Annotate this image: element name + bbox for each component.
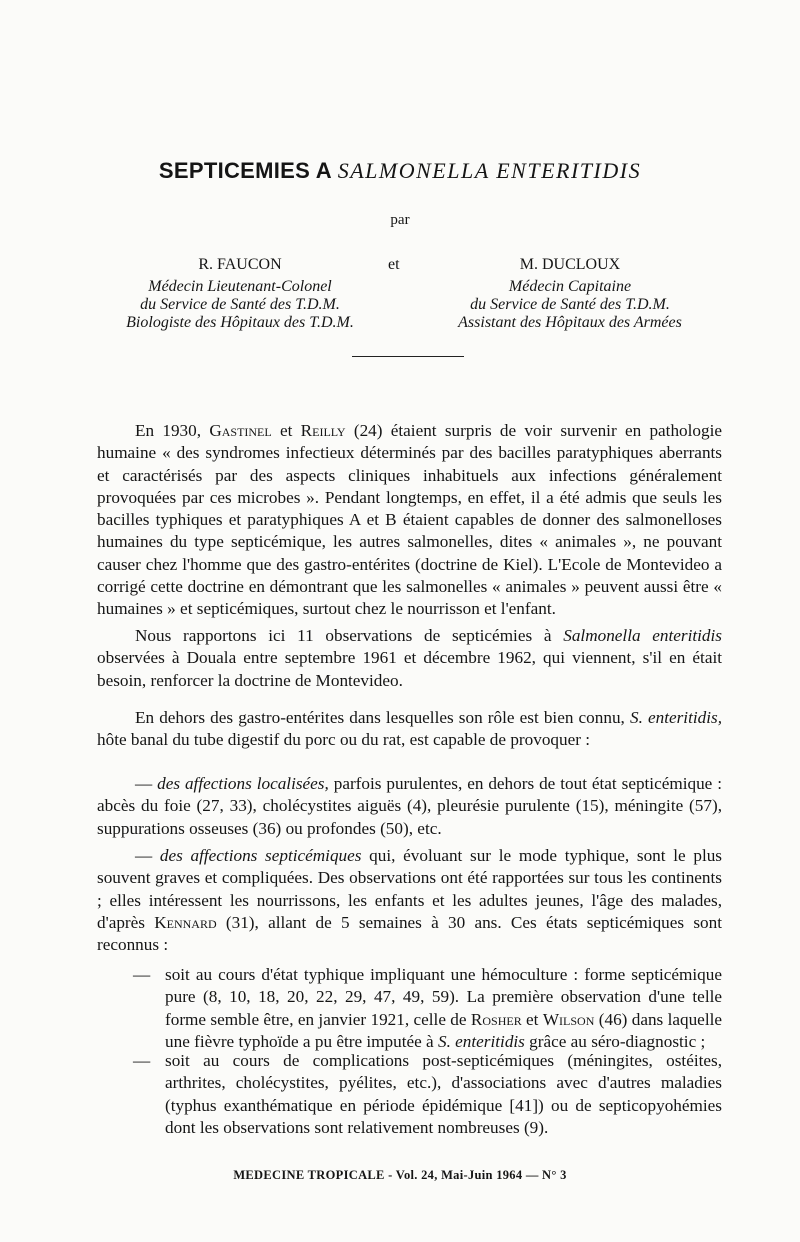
author-block-ducloux	[410, 256, 730, 332]
paragraph-role	[97, 707, 722, 752]
text-run: En dehors des gastro-entérites dans lesquelles son rôle est bien connu,	[135, 708, 630, 727]
author-block-faucon	[80, 256, 400, 332]
dash: —	[135, 846, 160, 865]
dash: —	[135, 774, 158, 793]
text-run: qui, évoluant sur le mode typhique, sont le plus souvent graves et compliquées. Des observations ont été rapportées sur tous les continents ; elles intéressent les nourrissons, les enfants et les adultes jeunes, l'âge des malades, d'après	[97, 846, 722, 932]
text-run: et	[271, 421, 301, 440]
author-name: M. DUCLOUX	[519, 256, 621, 273]
author-ref: Rosher	[470, 1009, 522, 1029]
list-dash: —	[133, 1051, 151, 1070]
author-name: R. FAUCON	[198, 256, 282, 273]
title-italic: SALMONELLA ENTERITIDIS	[337, 158, 642, 183]
text-run: observées à Douala entre septembre 1961 et décembre 1962, qui viennent, s'il en était besoin, renforcer la doctrine de Montevideo.	[97, 648, 722, 690]
list-dash: —	[133, 965, 151, 984]
emphasis: des affections localisées,	[157, 774, 329, 793]
text-run: soit au cours de complications post-septicémiques (méningites, ostéites, arthrites, cholécystites, pyélites, etc.), d'associations avec d'autres maladies (typhus exanthématique en période épidémique [41]) ou de septicopyohémies dont les observations sont relativement nombreuses (9).	[165, 1051, 722, 1137]
text-run: (31), allant de 5 semaines à 30 ans. Ces états septicémiques sont reconnus :	[97, 912, 722, 955]
paragraph-septicemic	[97, 845, 722, 956]
text-run: hôte banal du tube digestif du porc ou du rat, est capable de provoquer :	[97, 730, 591, 750]
author-ref: Wilson	[542, 1009, 595, 1029]
article-title	[0, 158, 800, 184]
journal-footer: MEDECINE TROPICALE - Vol. 24, Mai-Juin 1964 — N° 3	[233, 1168, 567, 1182]
author-ref: Reilly	[300, 421, 346, 440]
text-run: grâce au séro-diagnostic ;	[524, 1031, 706, 1051]
author-title-line: du Service de Santé des T.D.M.	[470, 296, 670, 313]
list-item	[97, 1050, 722, 1139]
author-title-line: Médecin Lieutenant-Colonel	[148, 278, 332, 295]
author-ref: Gastinel	[209, 421, 272, 440]
author-title-line: Assistant des Hôpitaux des Armées	[458, 314, 682, 331]
paragraph-localized	[97, 773, 722, 840]
title-main: SEPTICEMIES A	[158, 158, 332, 183]
list-item	[97, 964, 722, 1053]
author-title-line: Biologiste des Hôpitaux des T.D.M.	[126, 314, 354, 331]
paragraph-intro	[97, 420, 722, 621]
author-title-line: Médecin Capitaine	[508, 278, 632, 295]
text-run: (24) étaient surpris de voir survenir en pathologie humaine « des syndromes infectieux déterminés par des bacilles paratyphiques aberrants et caractérisés par des aspects cliniques inhabituels aux infections généralement provoquées par ces microbes ». Pendant longtemps, en effet, il a été admis que seuls les bacilles typhiques et paratyphiques A et B étaient capables de donner des salmonelloses humaines du type septicémique, les autres salmonelles, dites « animales », ne pouvant causer chez l'homme que des gastro-entérites (doctrine de Kiel). L'Ecole de Montevideo a corrigé cette doctrine en démontrant que les salmonelles « animales » peuvent aussi être « humaines » et septicémiques, surtout chez le nourrisson et l'enfant.	[97, 421, 723, 619]
par-label: par	[390, 212, 410, 228]
author-title-line: du Service de Santé des T.D.M.	[140, 296, 340, 313]
emphasis: des affections septicémiques	[159, 846, 362, 865]
text-run: parfois purulentes, en dehors de tout état septicémique : abcès du foie (27, 33), cholécystites aiguës (4), pleurésie purulente (15), méningite (57), suppurations osseuses (36) ou profondes (50), etc.	[97, 774, 723, 838]
species-name: S. enteritidis	[437, 1031, 525, 1051]
paragraph-observations	[97, 625, 722, 692]
text-run: et	[521, 1009, 543, 1029]
text-run: Nous rapportons ici 11 observations de septicémies à	[135, 626, 564, 645]
author-conjunction: et	[388, 256, 400, 273]
text-run: soit au cours d'état typhique impliquant une hémoculture : forme septicémique pure (8, 10, 18, 20, 22, 29, 47, 49, 59). La première observation d'une telle forme semble être, en janvier 1921, celle de	[165, 965, 722, 1029]
author-ref: Kennard	[154, 912, 217, 932]
text-run: En 1930,	[135, 421, 210, 440]
text-run: (46) dans laquelle une fièvre typhoïde a pu être imputée à	[165, 1009, 722, 1051]
section-divider	[352, 356, 464, 357]
species-name: Salmonella enteritidis	[563, 626, 722, 645]
species-name: S. enteritidis,	[629, 708, 722, 727]
